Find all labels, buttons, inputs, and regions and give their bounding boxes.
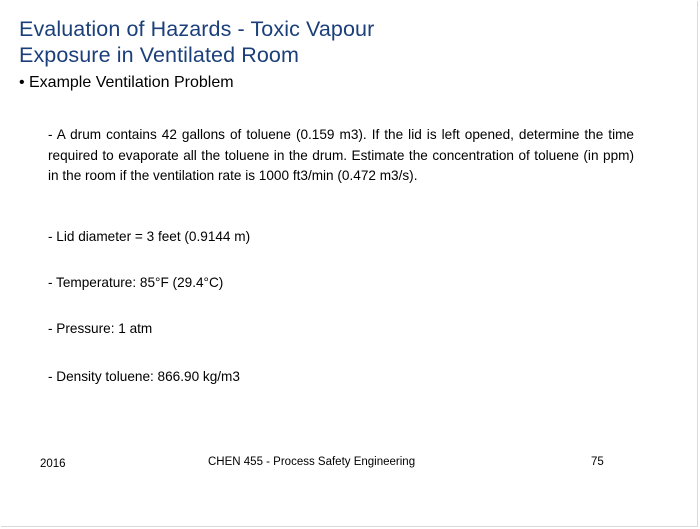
bullet-dot: • (19, 74, 25, 91)
footer-year: 2016 (40, 458, 66, 470)
param-density: - Density toluene: 866.90 kg/m3 (48, 369, 240, 384)
footer-course: CHEN 455 - Process Safety Engineering (208, 456, 416, 468)
param-lid-diameter: - Lid diameter = 3 feet (0.9144 m) (48, 229, 251, 244)
param-pressure: - Pressure: 1 atm (48, 321, 153, 336)
main-bullet-text: Example Ventilation Problem (29, 74, 234, 91)
slide-title-line-2: Exposure in Ventilated Room (19, 43, 299, 67)
problem-statement: - A drum contains 42 gallons of toluene (0.159 m3). If the lid is left opened, determine the time required to evaporate all the toluene in the drum. Estimate the concentration of toluene (in ppm) in the room if the ventilation rate is 1000 ft3/min (0.472 m3/s). (48, 127, 634, 183)
slide-title (19, 16, 374, 68)
main-bullet (19, 73, 234, 93)
footer-page-number: 75 (591, 456, 604, 468)
slide-title-line-1: Evaluation of Hazards - Toxic Vapour (19, 17, 375, 41)
param-temperature: - Temperature: 85°F (29.4°C) (48, 275, 224, 290)
